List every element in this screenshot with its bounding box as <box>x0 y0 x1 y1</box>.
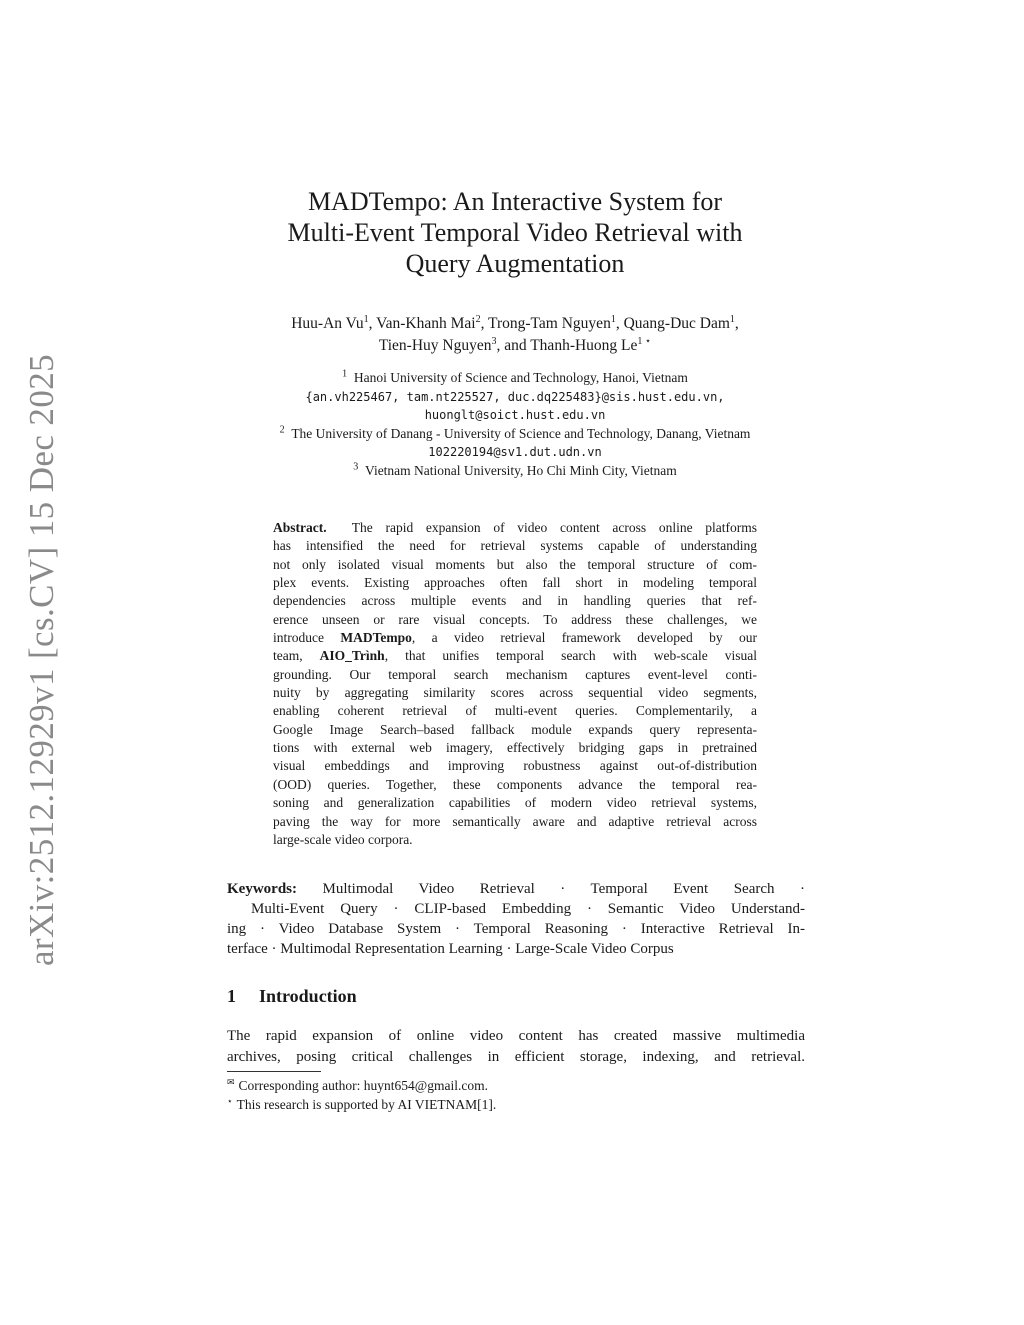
section-number: 1 <box>227 986 236 1006</box>
title-line: Query Augmentation <box>405 249 625 278</box>
author-separator: , <box>734 315 739 332</box>
abstract-line: dependencies across multiple events and in handling queries that ref- <box>273 593 757 609</box>
author-affiliation-mark: 1 <box>363 313 369 325</box>
author-affiliation-mark: 2 <box>475 313 481 325</box>
affiliation-3 <box>200 462 830 481</box>
affiliation-2 <box>200 425 830 444</box>
author-name: Trong-Tam Nguyen <box>488 315 611 332</box>
abstract-text: , that unifies temporal search with web-scale visual <box>384 648 757 664</box>
footnote-support <box>227 1095 805 1114</box>
abstract-line: nuity by aggregating similarity scores across sequential video segments, <box>273 685 757 701</box>
author-separator: , <box>368 315 377 332</box>
abstract-line: paving the way for more semantically aware and adaptive retrieval across <box>273 813 757 829</box>
footnote-text: Corresponding author: huynt654@gmail.com. <box>238 1078 488 1093</box>
paper-title <box>220 186 810 279</box>
author-affiliation-mark: 3 <box>491 335 497 347</box>
footnote-corresponding <box>227 1076 805 1095</box>
abstract-line: plex events. Existing approaches often fall short in modeling temporal <box>273 575 757 591</box>
abstract-line: (OOD) queries. Together, these components advance the temporal rea- <box>273 776 757 792</box>
body-line: archives, posing critical challenges in efficient storage, indexing, and retrieval. <box>227 1048 805 1065</box>
author-separator: , and <box>496 337 531 354</box>
abstract-line <box>273 647 757 665</box>
abstract-line: tions with external web imagery, effectively bridging gaps in pretrained <box>273 740 757 756</box>
affiliation-email: huonglt@soict.hust.edu.vn <box>424 408 606 423</box>
team-name: AIO_Trình <box>319 648 385 664</box>
author-list <box>220 313 810 357</box>
affiliations <box>200 369 830 481</box>
affiliation-mark: 2 <box>279 424 285 436</box>
arxiv-identifier: arXiv:2512.12929v1 [cs.CV] 15 Dec 2025 <box>22 353 61 967</box>
keywords-line <box>227 879 805 899</box>
abstract-line: has intensified the need for retrieval systems capable of understanding <box>273 538 757 554</box>
author-affiliation-mark: 1 ⋆ <box>637 335 652 347</box>
author-name: Huu-An Vu <box>291 315 364 332</box>
abstract-line: visual embeddings and improving robustness against out-of-distribution <box>273 758 757 774</box>
system-name: MADTempo <box>340 630 412 646</box>
author-line <box>220 335 810 357</box>
envelope-icon: ✉ <box>227 1076 235 1087</box>
affiliation-name: The University of Danang - University of Science and Technology, Danang, Vietnam <box>291 425 751 441</box>
abstract-text: The rapid expansion of video content across online platforms <box>351 520 757 535</box>
footnotes <box>227 1076 805 1114</box>
title-line: MADTempo: An Interactive System for <box>307 187 723 216</box>
footnote-text: This research is supported by AI VIETNAM[1]. <box>236 1097 497 1112</box>
section-heading <box>227 986 627 1007</box>
author-name: Quang-Duc Dam <box>623 315 730 332</box>
abstract-text: introduce <box>273 630 324 646</box>
abstract-line: Google Image Search–based fallback module expands query representa- <box>273 721 757 737</box>
abstract-line: erence unseen or rare visual concepts. To address these challenges, we <box>273 611 757 627</box>
author-separator: , <box>615 315 624 332</box>
affiliation-email: {an.vh225467, tam.nt225527, duc.dq225483}@sis.hust.edu.vn, <box>305 389 725 404</box>
author-name: Tien-Huy Nguyen <box>378 337 492 354</box>
author-name: Thanh-Huong Le <box>530 337 638 354</box>
affiliation-mark: 3 <box>353 461 359 473</box>
abstract-line: enabling coherent retrieval of multi-event queries. Complementarily, a <box>273 703 757 719</box>
keywords-label: Keywords: <box>227 881 297 897</box>
author-separator: , <box>480 315 489 332</box>
author-affiliation-mark: 1 <box>729 313 735 325</box>
abstract-line: large-scale video corpora. <box>273 831 413 847</box>
introduction-paragraph <box>227 1026 805 1067</box>
title-line: Multi-Event Temporal Video Retrieval with <box>287 218 743 247</box>
keywords <box>227 879 805 959</box>
affiliation-email: 102220194@sv1.dut.udn.vn <box>428 445 602 460</box>
keywords-text: Multimodal Video Retrieval · Temporal Event Search · <box>322 881 806 897</box>
abstract-text: team, <box>273 648 303 664</box>
author-name: Van-Khanh Mai <box>376 315 476 332</box>
keywords-line: terface · Multimodal Representation Learning · Large-Scale Video Corpus <box>227 941 674 957</box>
affiliation-name: Vietnam National University, Ho Chi Minh City, Vietnam <box>365 462 677 478</box>
keywords-line: ing · Video Database System · Temporal Reasoning · Interactive Retrieval In- <box>227 921 805 937</box>
affiliation-1 <box>200 369 830 388</box>
abstract-text: , a video retrieval framework developed by our <box>411 630 757 646</box>
abstract-line <box>273 629 757 647</box>
abstract-label: Abstract. <box>273 520 327 535</box>
affiliation-mark: 1 <box>342 368 348 380</box>
star-icon: ⋆ <box>227 1095 233 1106</box>
footnote-rule <box>227 1071 321 1072</box>
body-line: The rapid expansion of online video content has created massive multimedia <box>227 1028 805 1044</box>
abstract-line: not only isolated visual moments but also the temporal structure of com- <box>273 556 757 572</box>
author-line <box>220 313 810 335</box>
abstract-line: grounding. Our temporal search mechanism captures event-level conti- <box>273 666 757 682</box>
affiliation-name: Hanoi University of Science and Technology, Hanoi, Vietnam <box>353 370 688 385</box>
abstract-line: soning and generalization capabilities of modern video retrieval systems, <box>273 795 757 811</box>
abstract-line <box>273 519 757 537</box>
keywords-line: Multi-Event Query · CLIP-based Embedding · Semantic Video Understand- <box>251 901 805 917</box>
author-affiliation-mark: 1 <box>610 313 616 325</box>
abstract <box>273 519 757 849</box>
section-title: Introduction <box>259 986 357 1006</box>
